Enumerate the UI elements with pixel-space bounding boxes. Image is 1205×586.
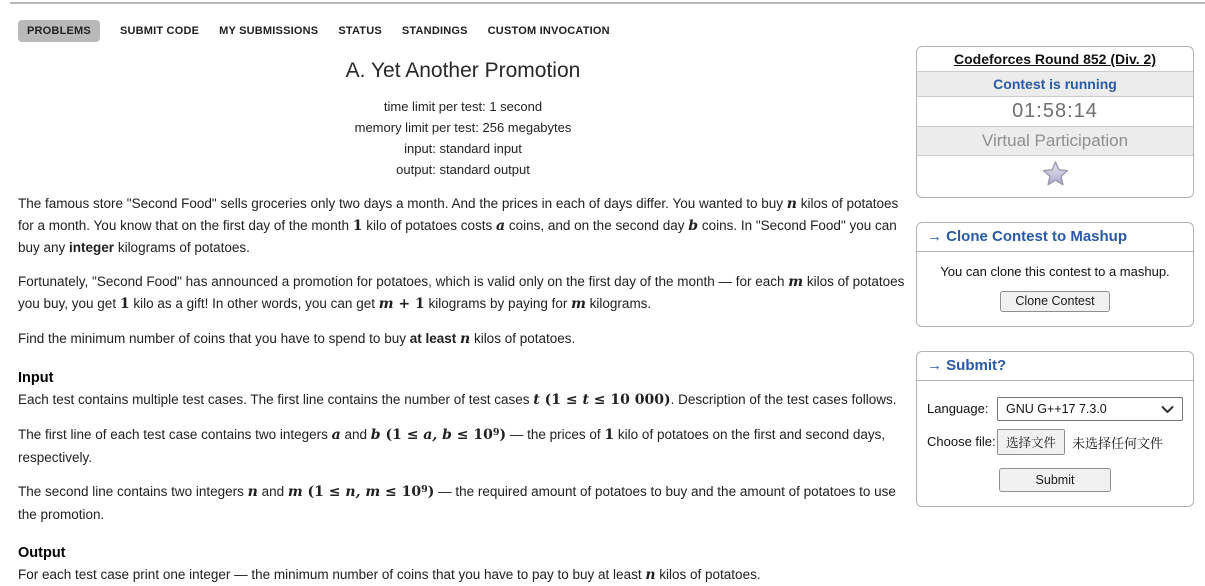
input-paragraph-3: The second line contains two integers n and m (1 ≤ n, $m \le 10^9$) — the required amount of potatoes to buy and the amount of potatoes to use the promotion. [18, 483, 896, 522]
tab-standings[interactable]: STANDINGS [401, 25, 468, 37]
output-paragraph-1: For each test case print one integer — the minimum number of coins that you have to pay to buy at least n kilos of potatoes. [18, 567, 761, 583]
language-row [927, 397, 1183, 421]
output-spec: output: standard output [396, 162, 530, 177]
submit-box [916, 351, 1194, 507]
input-paragraph-2: The first line of each test case contains two integers a and b (1 ≤ a, $b \le 10^9$) — the prices of 1 kilo of potatoes on the first and second days, respectively. [18, 426, 886, 465]
time-limit: time limit per test: 1 second [383, 99, 543, 114]
favorite-row [917, 155, 1193, 197]
tab-my-submissions[interactable]: MY SUBMISSIONS [219, 25, 319, 37]
tab-custom-invocation[interactable]: CUSTOM INVOCATION [487, 25, 610, 37]
clone-box-body [917, 252, 1193, 326]
submit-button[interactable]: Submit [999, 468, 1111, 492]
chevron-down-icon [1161, 405, 1174, 414]
tab-status[interactable]: STATUS [338, 25, 382, 37]
memory-limit: memory limit per test: 256 megabytes [354, 120, 572, 135]
contest-countdown-timer: 01:58:14 [917, 96, 1193, 126]
language-label: Language: [927, 401, 989, 416]
input-paragraph-1: Each test contains multiple test cases. The first line contains the number of test cases t (1 ≤ t ≤ 10 000). Description of the test cases follows. [18, 392, 897, 408]
contest-title-link[interactable]: Codeforces Round 852 (Div. 2) [953, 51, 1156, 67]
problem-statement [18, 58, 908, 586]
choose-file-button[interactable]: 选择文件 [997, 429, 1065, 455]
submit-row [927, 468, 1183, 492]
input-spec: input: standard input [404, 141, 522, 156]
file-input [997, 429, 1163, 455]
contest-title-row [917, 47, 1193, 71]
contest-tab-bar [18, 20, 610, 42]
input-section-header: Input [18, 370, 54, 386]
statement-paragraph-1: The famous store "Second Food" sells groceries only two days a month. And the prices in each of days differ. You wanted to buy n kilos of potatoes for a month. You know that on the first day of the month 1 kilo of potatoes costs a coins, and on the second day b coins. In "Second Food" you can buy any integer kilograms of potatoes. [18, 196, 899, 255]
choose-file-row [927, 429, 1183, 455]
file-status-text: 未选择任何文件 [1072, 435, 1164, 451]
statement-paragraph-3: Find the minimum number of coins that you have to spend to buy at least n kilos of potatoes. [18, 331, 576, 347]
tab-submit-code[interactable]: SUBMIT CODE [119, 25, 200, 37]
clone-contest-box [916, 222, 1194, 327]
problem-limits [18, 96, 908, 180]
language-select[interactable] [997, 397, 1183, 421]
contest-status: Contest is running [917, 71, 1193, 96]
output-section-header: Output [18, 545, 66, 561]
problem-title: A. Yet Another Promotion [345, 59, 581, 82]
clone-box-text: You can clone this contest to a mashup. [940, 264, 1170, 279]
tab-problems[interactable]: PROBLEMS [18, 20, 100, 42]
sidebar [916, 46, 1194, 507]
choose-file-label: Choose file: [927, 434, 996, 449]
submit-box-body [917, 381, 1193, 506]
clone-box-header[interactable]: → Clone Contest to Mashup [917, 223, 1193, 252]
submit-box-header[interactable]: → Submit? [917, 352, 1193, 381]
participation-mode: Virtual Participation [917, 126, 1193, 155]
statement-paragraph-2: Fortunately, "Second Food" has announced a promotion for potatoes, which is valid only on the first day of the month — for each m kilos of potatoes you buy, you get 1 kilo as a gift! In other words, you can get m + 1 kilograms by paying for m kilograms. [18, 274, 905, 312]
star-icon[interactable] [1042, 160, 1069, 186]
language-selected-value: GNU G++17 7.3.0 [1006, 402, 1107, 416]
clone-contest-button[interactable]: Clone Contest [1000, 291, 1109, 312]
top-divider [10, 2, 1205, 4]
contest-info-box [916, 46, 1194, 198]
